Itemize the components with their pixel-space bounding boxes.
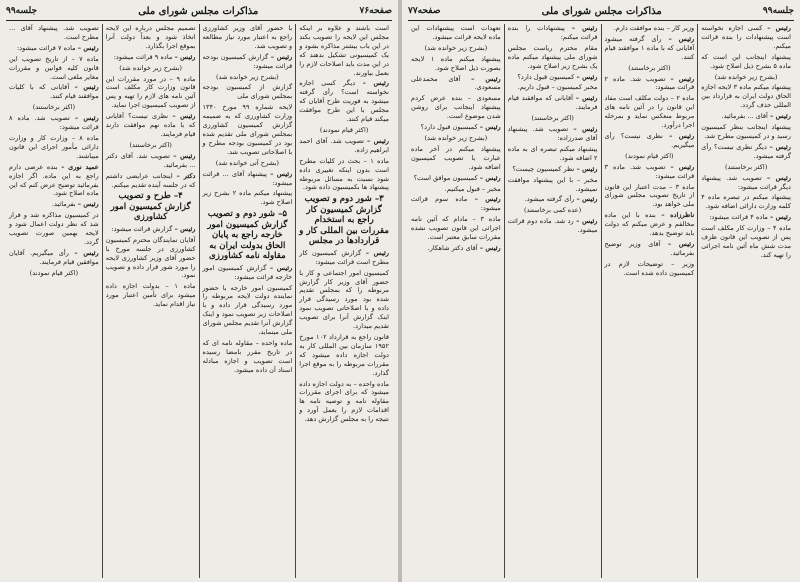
speaker-name: رئیس – [479, 173, 501, 182]
column-divider [102, 24, 103, 578]
speech-text: رد شد. ماده دوم قرائت میشود. [507, 217, 598, 235]
paragraph: ماده ۳ – مادام که آئین نامه اجرائی این قانون تصویب نشده مقررات سابق معتبر است. [411, 215, 501, 242]
speech-text: تصویب شد. آقای احمد ابراهیم زاده. [299, 136, 389, 154]
speech-text: بنده با این ماده مخالفم و عرض میکنم که دولت باید توضیح بدهد. [604, 211, 695, 238]
speaker-paragraph [9, 163, 99, 199]
paragraph: ماده ۳ – مدت اعتبار این قانون از تاریخ تصویب مجلس شورای ملی خواهد بود. [604, 182, 695, 209]
paragraph: ماده ۹ – در مورد مقررات این قانون وزارت کار مکلف است آئین نامه های لازم را تهیه و پس از تصویب کمیسیون اجرا نماید. [105, 74, 196, 110]
speaker-name: رئیس – [769, 112, 791, 121]
speaker-name: رئیس – [670, 162, 695, 171]
procedural-note: (اکثر برخاستند) [129, 140, 172, 149]
right-page-header [408, 4, 794, 18]
speech-text: کمیسیون قبول دارد؟ [420, 123, 478, 132]
speaker-name: رئیس – [365, 248, 389, 257]
speaker-paragraph [605, 132, 695, 150]
speaker-paragraph [299, 79, 389, 124]
speech-text: کسی اجازه نخواسته است پیشنهادات را بنده قرائت میکنم. [701, 24, 791, 50]
speaker-name: ناظرزاده – [661, 211, 695, 220]
paragraph: پیشنهاد میکنم در آخر ماده عبارت با تصویب کمیسیون اضافه شود. [411, 144, 501, 171]
column-divider [697, 24, 698, 578]
speech-text: کمیسیون قبول دارد؟ [517, 72, 575, 81]
speech-text: رأی گرفته میشود. [524, 195, 575, 204]
paragraph: ماده ۲ – دولت مکلف است مفاد این قانون را در آئین نامه های مربوط منعکس نماید و بمرحله اجرا درآورد. [604, 94, 695, 130]
paragraph: قانون راجع به قرارداد ۱۰۲ مورخ ۱۹۵۲ سازمان بین المللی کار به دولت اجازه داده میشود که مقررات مربوطه را به موقع اجرا گذارد. [299, 332, 389, 377]
speaker-name: رئیس – [474, 195, 501, 204]
speech-text: کمیسیون موافق است؟ [413, 173, 478, 182]
paragraph: پیشنهاد اینجانب این است که ماده ۵ بشرح ذیل اصلاح شود. [701, 52, 791, 70]
speaker-name: رئیس – [576, 72, 598, 81]
speech-text: تصویب شد. ماده ۲ قرائت میشود: [604, 74, 695, 92]
speaker-paragraph [203, 264, 293, 282]
speaker-name: رئیس – [667, 239, 695, 248]
speaker-paragraph [508, 94, 598, 112]
procedural-note: (بشرح زیر خوانده شد) [119, 63, 182, 72]
paragraph: ماده واحده – مقاوله نامه ای که در تاریخ مقرر بامضا رسیده است تصویب و اجازه مبادله اسناد آن داده میشود. [202, 338, 293, 374]
speaker-paragraph [9, 200, 99, 209]
speaker-paragraph [106, 112, 196, 139]
speaker-name: رئیس – [174, 224, 196, 233]
speaker-name: رئیس – [479, 243, 501, 252]
paragraph: ماده ۱ – بدولت اجازه داده میشود برای تأمین اعتبار مورد نیاز اقدام نماید. [105, 282, 196, 309]
procedural-note: (اکثر برخاستند) [724, 162, 768, 171]
paragraph: لایحه شماره ۹۹ مورخ ۱۳۴۰ وزارت کشاورزی که به ضمیمه گزارش کمیسیون کشاورزی بمجلس شورای ملی تقدیم شده بود در کمیسیون بودجه مطرح و با اصلاحاتی تصویب شد. [202, 103, 293, 156]
right-session-number: جلسه۹۹ [762, 6, 794, 16]
speaker-name: رئیس – [74, 248, 99, 257]
paragraph: پیشنهاد میکنم ماده ۳ لایحه اجازه الحاق دولت ایران به قرارداد بین المللی حذف گردد. [701, 83, 791, 110]
left-page [0, 0, 398, 582]
section-headline: ۴– طرح و تصویب گزارش کمیسیون امور کشاورزی [110, 191, 191, 223]
left-page-title: مذاکرات مجلس شورای ملی [138, 5, 259, 17]
speaker-name: رئیس – [669, 131, 695, 140]
speech-text: دیگر کسی اجازه نخواسته است؟ رأی گرفته میشود به فوریت طرح آقایان که مجلس با این طرح موافقت میکند قیام کنند. [299, 79, 389, 124]
speaker-paragraph [508, 195, 598, 204]
speech-text: نظر کمیسیون چیست؟ [512, 164, 575, 173]
speaker-name: رئیس – [767, 24, 791, 32]
speaker-name: رئیس – [367, 136, 389, 145]
procedural-note: (اکثر برخاستند) [32, 103, 76, 112]
left-column-4 [6, 24, 102, 578]
paragraph: پیشنهاد اینجانب بنظر کمیسیون رسید و در کمیسیون مطرح شد. [701, 123, 791, 140]
speaker-paragraph [701, 24, 791, 51]
speaker-paragraph [701, 213, 791, 222]
speaker-paragraph [508, 165, 598, 174]
speaker-paragraph [9, 249, 99, 267]
section-headline: ۳– شور دوم و تصویب گزارش کمیسیون کار راجع به استخدام مقررات بین المللی کار و قراردادها در مجلس [299, 194, 389, 247]
column-divider [504, 24, 505, 578]
procedural-note: (بشرح زیر خوانده شد) [215, 72, 279, 81]
speaker-name: رئیس – [769, 142, 791, 151]
speaker-paragraph [508, 73, 598, 82]
paragraph: کمیسیون امور خارجه با حضور نماینده دولت لایحه مربوطه را مورد رسیدگی قرار داده و با اصلاحات زیر تصویب نمود و اینک گزارش آنرا تقدیم مجلس شورای ملی مینماید. [202, 283, 293, 337]
speaker-name: رئیس – [575, 94, 598, 103]
paragraph: مقام محترم ریاست مجلس شورای ملی پیشنهاد میکنم ماده یک بشرح زیر اصلاح شود. [507, 43, 598, 70]
procedural-note: (اکثر قیام نمودند) [29, 268, 79, 277]
speaker-paragraph [9, 44, 99, 53]
paragraph: ماده ۱ – بحث در کلیات مطرح است بدون اینکه تغییری داده شود نسبت به مسائل مربوطه پیشنهاد ها بکمیسیون داده شود. [299, 156, 390, 192]
paragraph: مخبر کمیسیون – قبول داریم. [517, 83, 598, 92]
right-column-3 [505, 24, 601, 578]
procedural-note: (بشرح زیر خوانده شد) [424, 133, 488, 142]
speaker-paragraph [508, 24, 598, 42]
speaker-name: رئیس – [576, 217, 598, 226]
paragraph: ماده ۷ – از تاریخ تصویب این قانون کلیه قوانین و مقررات مغایر ملغی است. [9, 54, 99, 81]
speaker-name: رئیس – [362, 79, 389, 88]
speech-text: بفرمائید. [51, 200, 76, 209]
speech-text: رأی گرفته میشود آقایانی که با ماده ۱ موافقند قیام کنند. [604, 34, 695, 61]
right-page [402, 0, 800, 582]
paragraph: آقایان نمایندگان محترم کمیسیون کشاورزی در جلسه مورخ با حضور آقای وزیر کشاورزی لایحه را مورد شور قرار داده و تصویب نمود. [105, 235, 196, 280]
paragraph: پیشنهاد میکنم تبصره ای به ماده ۲ اضافه شود. [507, 144, 598, 162]
speaker-paragraph [106, 172, 196, 190]
speaker-name: رئیس – [174, 52, 196, 61]
speech-text: آقای ... بفرمائید. [721, 112, 768, 121]
speaker-paragraph [411, 174, 501, 183]
left-session-number: جلسه۹۹ [6, 6, 38, 16]
speaker-name: عمید نوری – [61, 162, 99, 171]
speaker-paragraph [9, 83, 99, 101]
speaker-name: رئیس – [172, 112, 196, 121]
paragraph: کمیسیون امور اجتماعی و کار با حضور آقای وزیر کار گزارش مربوطه را که بمجلس تقدیم شده بود مورد رسیدگی قرار داده و با اصلاحاتی تصویب نمود اینک گزارش آنرا برای تصویب تقدیم میدارد. [299, 268, 389, 331]
speech-text: رأی میگیریم. آقایان موافقین قیام فرمایند. [9, 248, 99, 266]
speaker-name: رئیس – [269, 263, 293, 272]
speaker-paragraph [605, 240, 695, 258]
speech-text: نظری نیست؟ آقایانی که با ماده نهم موافقت دارند قیام فرمایند. [105, 112, 196, 138]
speaker-paragraph [701, 143, 791, 161]
paragraph: مسعودی – بنده عرض کردم پیشنهاد اینجانب برای روشن شدن موضوع است. [411, 94, 501, 121]
procedural-note: (عده کمی برخاستند) [524, 206, 582, 215]
speech-text: گزارش کمیسیون کار مطرح است قرائت میشود: [299, 248, 389, 266]
paragraph: ماده واحده – به دولت اجازه داده میشود که برای اجرای مقررات مقاوله نامه و توصیه نامه ها اقدامات لازم را بعمل آورد و نتیجه را به مجلس گزارش دهد. [299, 379, 389, 424]
speech-text: ماده سوم قرائت میشود: [411, 195, 501, 213]
speaker-name: دکتر – [176, 171, 196, 180]
speech-text: پیشنهاد آقای ... قرائت میشود: [202, 169, 293, 187]
paragraph: مخبر – با این پیشنهاد موافقت نمیشود. [507, 175, 598, 193]
right-column-1 [698, 24, 794, 578]
speaker-name: رئیس – [576, 195, 598, 204]
speech-text: گزارش قرائت میشود: [111, 224, 173, 233]
speech-text: اینجانب عرایضی داشتم که در جلسه آینده تقدیم میکنم. [105, 171, 196, 189]
paragraph: در کمیسیون مذاکره شد و قرار شد که نظر دولت اعمال شود و لایحه بهمین صورت تصویب گردد. [9, 211, 99, 246]
speaker-name: رئیس – [479, 123, 501, 132]
paragraph: وزیر کار – بنده موافقت دارم. [613, 24, 695, 32]
speaker-paragraph [605, 35, 695, 62]
speech-text: تصویب شد. آقای دکتر ... بفرمائید. [105, 151, 196, 169]
speaker-paragraph [9, 114, 99, 132]
left-header-rule [6, 20, 392, 21]
speech-text: نظری نیست؟ رأی میگیریم. [604, 131, 695, 149]
speech-text: تصویب شد. پیشنهاد آقای صدرزاده: [507, 125, 598, 142]
paragraph: گزارش از کمیسیون بودجه بمجلس شورای ملی [202, 83, 293, 101]
speech-text: تصویب شد. ماده ۸ قرائت میشود: [9, 114, 99, 132]
right-column-2 [602, 24, 698, 578]
speech-text: آقای وزیر توضیح بفرمائید. [604, 239, 695, 257]
speech-text: ماده ۷ قرائت میشود: [16, 43, 76, 52]
procedural-note: (اکثر برخاستند) [628, 63, 671, 72]
speaker-paragraph [605, 75, 695, 93]
speaker-name: رئیس – [74, 114, 99, 123]
left-columns [6, 24, 392, 578]
left-page-number: صفحه۷۶ [359, 6, 392, 16]
speaker-name: رئیس – [668, 34, 695, 43]
speaker-paragraph [411, 244, 501, 253]
speaker-paragraph [605, 163, 695, 181]
left-column-2 [200, 24, 296, 578]
speaker-name: رئیس – [766, 173, 791, 182]
speaker-name: رئیس – [74, 83, 99, 92]
speaker-paragraph [411, 123, 501, 132]
left-column-1 [296, 24, 392, 578]
paragraph: پیشنهاد میکنم ماده ۱ لایحه بصورت ذیل اصلاح شود. [411, 54, 501, 72]
speaker-paragraph [508, 125, 598, 143]
speaker-name: رئیس – [77, 200, 99, 209]
left-page-header [6, 4, 392, 18]
speaker-paragraph [203, 53, 293, 71]
paragraph: تصمیم مجلس درباره این لایحه اتخاذ شود و بعداً دولت آنرا بموقع اجرا بگذارد. [105, 24, 196, 50]
column-divider [601, 24, 602, 578]
section-headline: ۵– شور دوم و تصویب گزارش کمیسیون امور خارجه راجع به پایان الحاق بدولت ایران به مقاوله نامه کشاورزی [207, 209, 288, 262]
column-divider [199, 24, 200, 578]
speaker-paragraph [299, 137, 389, 155]
speaker-paragraph [701, 112, 791, 121]
speaker-name: رئیس – [670, 74, 695, 83]
speech-text: دیگر نظری نیست؟ رأی گرفته میشود. [701, 142, 791, 160]
speaker-name: رئیس – [77, 43, 99, 52]
column-divider [295, 24, 296, 578]
speaker-paragraph [203, 170, 293, 188]
speaker-name: رئیس – [573, 125, 598, 134]
speaker-name: رئیس – [270, 52, 293, 61]
paragraph: مخبر – قبول میکنیم. [444, 184, 501, 193]
speech-text: ماده ۴ قرائت میشود: [709, 213, 768, 222]
speaker-paragraph [701, 174, 791, 192]
speech-text: آقایانی که با کلیات موافقند قیام کنند. [9, 83, 99, 101]
speaker-name: رئیس – [270, 169, 293, 178]
speaker-name: رئیس – [173, 151, 196, 160]
right-columns [408, 24, 794, 578]
paragraph: تعهدات است پیشنهادات این ماده لایحه قرائت میشود. [411, 24, 501, 41]
left-column-3 [103, 24, 199, 578]
speech-text: پیشنهادات را بنده قرائت میکنم: [507, 24, 598, 41]
speaker-paragraph [106, 225, 196, 234]
paragraph: ماده ۴ – وزارت کار مکلف است پس از تصویب این قانون ظرف مدت شش ماه آئین نامه اجرائی را تهیه کند. [701, 224, 791, 259]
speaker-paragraph [411, 195, 501, 213]
right-page-number: صفحه۷۷ [408, 6, 441, 16]
procedural-note: (بشرح زیر خوانده شد) [714, 72, 778, 81]
speech-text: تصویب شد. ماده ۳ قرائت میشود: [604, 162, 695, 180]
procedural-note: (اکثر قیام نمودند) [319, 125, 369, 134]
procedural-note: (بشرح آتی خوانده شد) [215, 158, 279, 167]
paragraph: پیشنهاد میکنم در تبصره ماده ۴ کلمه وزارت دارائی اضافه شود. [701, 193, 791, 211]
right-column-4 [408, 24, 504, 578]
speech-text: ماده ۹ قرائت میشود: [113, 52, 173, 61]
procedural-note: (بشرح زیر خوانده شد) [424, 43, 488, 52]
speech-text: آقای دکتر شاهکار. [427, 243, 478, 252]
speaker-paragraph [411, 75, 501, 93]
speaker-paragraph [106, 53, 196, 62]
paragraph: وزیر – توضیحات لازم در کمیسیون داده شده است. [604, 259, 695, 277]
paragraph: با حضور آقای وزیر کشاورزی راجع به اعتبار مورد نیاز مطالعه و تصویب شد. [202, 24, 293, 50]
speaker-name: رئیس – [769, 213, 791, 222]
speech-text: گزارش کمیسیون بودجه قرائت میشود: [202, 52, 293, 70]
speech-text: آقایانی که موافقند قیام فرمایند. [507, 94, 598, 112]
procedural-note: (اکثر قیام نمودند) [625, 151, 674, 160]
speech-text: گزارش کمیسیون امور خارجه قرائت میشود: [202, 263, 293, 281]
speaker-paragraph [299, 249, 389, 267]
speaker-name: رئیس – [571, 24, 598, 32]
procedural-note: (اکثر برخاستند) [531, 114, 574, 123]
speech-text: آقای محمدعلی مسعودی. [411, 74, 501, 92]
paragraph: ماده ۸ – وزارت کار و وزارت دارائی مأمور اجرای این قانون میباشند. [9, 133, 99, 160]
paragraph: پیشنهاد میکنم ماده ۲ بشرح زیر اصلاح شود. [202, 189, 293, 207]
paragraph: تصویب شد. پیشنهاد آقای ... مطرح است. [9, 24, 99, 41]
paragraph: است باشند و علاوه بر اینکه مجلس این لایحه را تصویب بکند در این باب بیشتر مذاکره بشود و یک کمیسیونی تشکیل بدهند که در این مدت باید اصلاحات لازم را بعمل بیاورند. [299, 24, 389, 77]
right-header-rule [408, 20, 794, 21]
speaker-name: رئیس – [576, 164, 598, 173]
speech-text: بنده عرضی دارم راجع به این ماده. اگر اجازه بفرمائید توضیح عرض کنم که این ماده اصلاح شود. [9, 162, 99, 198]
speech-text: تصویب شد. پیشنهاد دیگر قرائت میشود: [701, 173, 791, 191]
speaker-paragraph [106, 152, 196, 170]
speaker-paragraph [605, 211, 695, 238]
right-page-title: مذاکرات مجلس شورای ملی [541, 5, 662, 17]
speaker-name: رئیس – [471, 74, 501, 83]
speaker-paragraph [508, 217, 598, 235]
